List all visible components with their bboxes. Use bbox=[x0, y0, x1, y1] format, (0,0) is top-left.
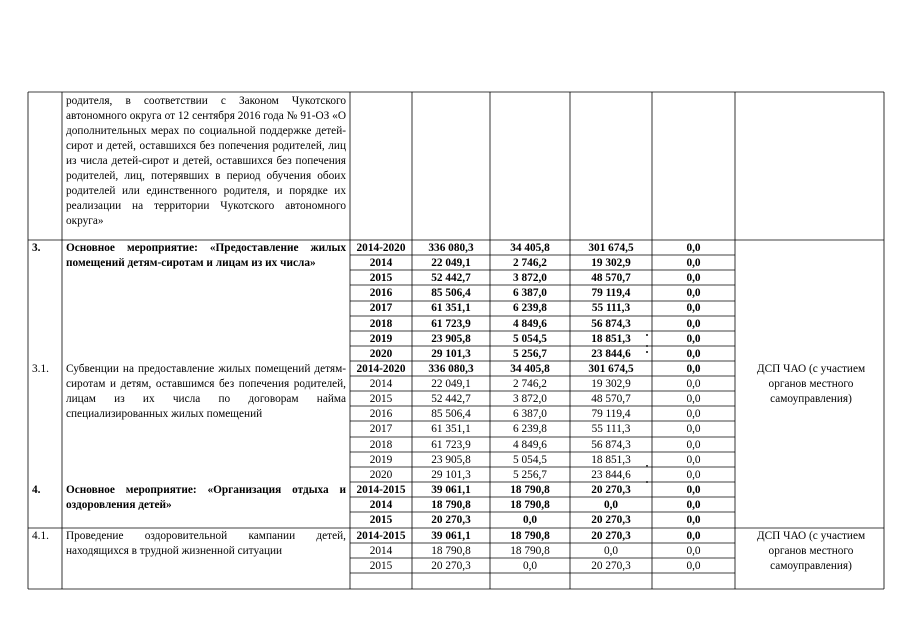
cell-loc: 0,0 bbox=[686, 272, 701, 285]
cell-reg: 0,0 bbox=[603, 499, 619, 512]
cell-year: 2015 bbox=[369, 272, 393, 285]
cell-fed: 6 239,8 bbox=[513, 423, 547, 436]
cell-fed: 18 790,8 bbox=[510, 484, 550, 496]
cell-reg: 0,0 bbox=[603, 545, 619, 558]
scan-mark bbox=[646, 351, 648, 353]
cell-loc: 0,0 bbox=[686, 453, 701, 466]
responsible-org: ДСП ЧАО (с участием органов местного самоуправления) bbox=[756, 530, 866, 572]
cell-loc: 0,0 bbox=[686, 423, 701, 436]
scan-mark bbox=[646, 465, 648, 467]
cell-year: 2014-2020 bbox=[356, 242, 406, 254]
cell-loc: 0,0 bbox=[686, 530, 701, 542]
cell-year: 2020 bbox=[369, 468, 393, 481]
cell-reg: 20 270,3 bbox=[591, 484, 631, 496]
cell-loc: 0,0 bbox=[686, 378, 701, 391]
cell-reg: 56 874,3 bbox=[591, 317, 631, 330]
cell-year: 2014-2015 bbox=[356, 530, 406, 542]
cell-year: 2019 bbox=[369, 332, 393, 345]
cell-total: 336 080,3 bbox=[428, 242, 474, 254]
cell-total: 61 723,9 bbox=[431, 317, 471, 330]
cell-total: 22 049,1 bbox=[431, 378, 471, 391]
continuation-text: родителя, в соответствии с Законом Чукотского автономного округа от 12 сентября 2016 года № 91-ОЗ «О дополнительных мерах по социальной поддержке детей-сирот и детей, оставшихся без попечения родителей, лиц из числа детей-сирот и детей, оставшихся без попечения родителей, лиц, потерявших в период обучения обоих родителей или единственного родителя, и порядке их реализации на территории Чукотского автономного округа» bbox=[66, 95, 346, 227]
cell-reg: 79 119,4 bbox=[591, 408, 631, 421]
cell-year: 2017 bbox=[369, 302, 393, 315]
cell-fed: 18 790,8 bbox=[510, 545, 550, 558]
cell-year: 2014 bbox=[369, 378, 393, 391]
item-title: Субвенции на предоставление жилых помещений детям-сиротам и детям, оставшимся без попечения родителей, лицам из их числа по договорам найма специализированных жилых помещений bbox=[66, 363, 346, 420]
cell-loc: 0,0 bbox=[686, 468, 701, 481]
cell-year: 2020 bbox=[369, 347, 393, 360]
cell-year: 2015 bbox=[369, 514, 393, 527]
cell-reg: 301 674,5 bbox=[588, 242, 634, 254]
cell-total: 23 905,8 bbox=[431, 332, 471, 345]
cell-loc: 0,0 bbox=[686, 347, 701, 360]
cell-year: 2014 bbox=[369, 257, 393, 270]
cell-loc: 0,0 bbox=[686, 257, 701, 270]
cell-year: 2015 bbox=[369, 393, 393, 406]
cell-total: 61 351,1 bbox=[431, 423, 471, 436]
scan-mark bbox=[646, 481, 648, 483]
cell-fed: 3 872,0 bbox=[513, 393, 547, 406]
cell-fed: 34 405,8 bbox=[510, 363, 550, 375]
cell-total: 22 049,1 bbox=[431, 257, 471, 270]
cell-loc: 0,0 bbox=[686, 560, 701, 573]
cell-fed: 5 256,7 bbox=[513, 468, 547, 481]
cell-loc: 0,0 bbox=[686, 545, 701, 558]
cell-year: 2016 bbox=[369, 287, 393, 300]
cell-fed: 18 790,8 bbox=[510, 530, 550, 542]
cell-total: 85 506,4 bbox=[431, 287, 471, 300]
cell-reg: 55 111,3 bbox=[591, 423, 631, 436]
cell-total: 39 061,1 bbox=[431, 484, 471, 496]
cell-fed: 5 256,7 bbox=[513, 347, 547, 360]
cell-loc: 0,0 bbox=[686, 242, 701, 254]
item-number: 3. bbox=[32, 242, 41, 254]
cell-fed: 2 746,2 bbox=[513, 257, 547, 270]
scan-mark bbox=[646, 345, 648, 347]
cell-fed: 0,0 bbox=[522, 560, 538, 573]
cell-total: 29 101,3 bbox=[431, 468, 471, 481]
cell-reg: 56 874,3 bbox=[591, 438, 631, 451]
cell-total: 52 442,7 bbox=[431, 393, 471, 406]
cell-total: 20 270,3 bbox=[431, 514, 471, 527]
cell-year: 2018 bbox=[369, 317, 393, 330]
cell-reg: 20 270,3 bbox=[591, 514, 631, 527]
cell-loc: 0,0 bbox=[686, 332, 701, 345]
cell-fed: 2 746,2 bbox=[513, 378, 547, 391]
item-number: 4. bbox=[32, 484, 41, 496]
cell-reg: 301 674,5 bbox=[588, 363, 634, 375]
cell-fed: 5 054,5 bbox=[513, 453, 547, 466]
cell-loc: 0,0 bbox=[686, 499, 701, 512]
cell-reg: 18 851,3 bbox=[591, 332, 631, 345]
cell-total: 336 080,3 bbox=[428, 363, 474, 375]
cell-year: 2016 bbox=[369, 408, 393, 421]
scan-mark bbox=[646, 334, 648, 336]
cell-year: 2018 bbox=[369, 438, 393, 451]
cell-year: 2014 bbox=[369, 545, 393, 558]
cell-reg: 79 119,4 bbox=[591, 287, 631, 300]
cell-loc: 0,0 bbox=[686, 514, 701, 527]
cell-total: 52 442,7 bbox=[431, 272, 471, 285]
cell-loc: 0,0 bbox=[686, 484, 701, 496]
cell-reg: 55 111,3 bbox=[591, 302, 631, 315]
cell-reg: 23 844,6 bbox=[591, 468, 631, 481]
cell-reg: 19 302,9 bbox=[591, 257, 631, 270]
cell-year: 2014-2015 bbox=[356, 484, 406, 496]
cell-loc: 0,0 bbox=[686, 393, 701, 406]
cell-year: 2014 bbox=[369, 499, 393, 512]
cell-reg: 48 570,7 bbox=[591, 393, 631, 406]
cell-fed: 6 387,0 bbox=[513, 287, 547, 300]
cell-loc: 0,0 bbox=[686, 408, 701, 421]
cell-total: 20 270,3 bbox=[431, 560, 471, 573]
cell-loc: 0,0 bbox=[686, 438, 701, 451]
cell-fed: 6 387,0 bbox=[513, 408, 547, 421]
cell-reg: 18 851,3 bbox=[591, 453, 631, 466]
cell-reg: 48 570,7 bbox=[591, 272, 631, 285]
cell-total: 39 061,1 bbox=[431, 530, 471, 542]
cell-reg: 19 302,9 bbox=[591, 378, 631, 391]
cell-reg: 20 270,3 bbox=[591, 560, 631, 573]
cell-year: 2014-2020 bbox=[356, 363, 406, 375]
cell-loc: 0,0 bbox=[686, 302, 701, 315]
item-number: 4.1. bbox=[32, 530, 49, 542]
cell-fed: 4 849,6 bbox=[513, 317, 547, 330]
cell-fed: 0,0 bbox=[522, 514, 538, 527]
cell-loc: 0,0 bbox=[686, 363, 701, 375]
cell-reg: 20 270,3 bbox=[591, 530, 631, 542]
cell-fed: 6 239,8 bbox=[513, 302, 547, 315]
cell-total: 61 351,1 bbox=[431, 302, 471, 315]
cell-year: 2015 bbox=[369, 560, 393, 573]
cell-total: 23 905,8 bbox=[431, 453, 471, 466]
item-title: Основное мероприятие: «Предоставление жилых помещений детям-сиротам и лицам из их числа» bbox=[66, 242, 346, 269]
cell-year: 2019 bbox=[369, 453, 393, 466]
cell-year: 2017 bbox=[369, 423, 393, 436]
cell-total: 85 506,4 bbox=[431, 408, 471, 421]
cell-fed: 34 405,8 bbox=[510, 242, 550, 254]
cell-loc: 0,0 bbox=[686, 317, 701, 330]
cell-total: 18 790,8 bbox=[431, 545, 471, 558]
cell-fed: 4 849,6 bbox=[513, 438, 547, 451]
item-title: Основное мероприятие: «Организация отдыха и оздоровления детей» bbox=[66, 484, 346, 511]
item-title: Проведение оздоровительной кампании детей, находящихся в трудной жизненной ситуации bbox=[66, 530, 346, 557]
cell-loc: 0,0 bbox=[686, 287, 701, 300]
responsible-org: ДСП ЧАО (с участием органов местного самоуправления) bbox=[756, 363, 866, 405]
cell-total: 18 790,8 bbox=[431, 499, 471, 512]
cell-total: 61 723,9 bbox=[431, 438, 471, 451]
cell-fed: 5 054,5 bbox=[513, 332, 547, 345]
cell-fed: 18 790,8 bbox=[510, 499, 550, 512]
item-number: 3.1. bbox=[32, 363, 49, 375]
cell-fed: 3 872,0 bbox=[513, 272, 547, 285]
cell-reg: 23 844,6 bbox=[591, 347, 631, 360]
cell-total: 29 101,3 bbox=[431, 347, 471, 360]
